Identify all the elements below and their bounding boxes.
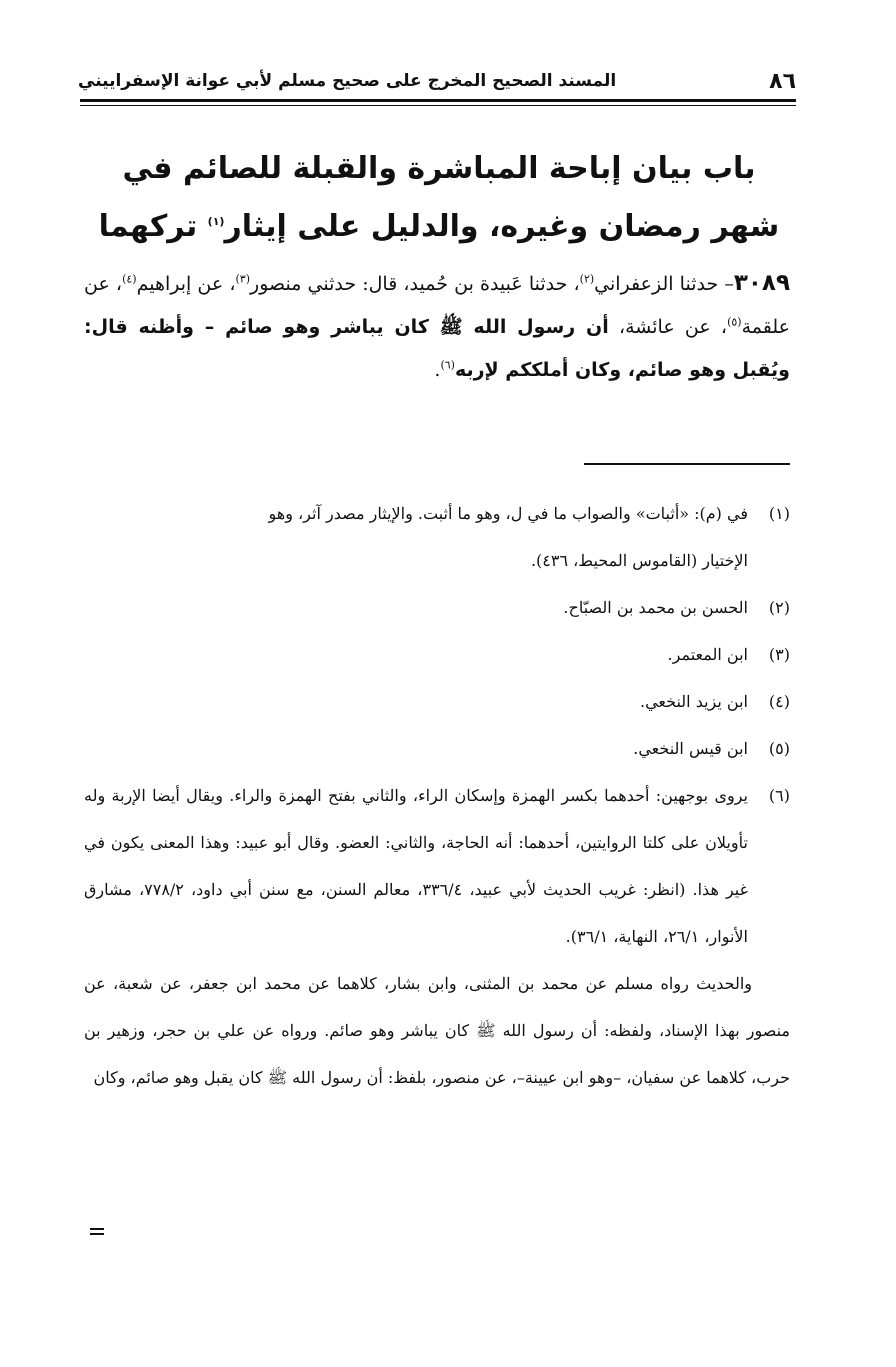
footnote-ref-2[interactable]: (٢) — [579, 272, 595, 286]
footnote-4 — [84, 678, 790, 725]
footnote-3-text: ابن المعتمر. — [667, 645, 748, 664]
footnote-2-number: (٢) — [768, 598, 790, 617]
footnote-ref-3[interactable]: (٣) — [235, 272, 251, 286]
footnote-ref-1[interactable]: (١) — [207, 215, 225, 228]
hadith-number: ٣٠٨٩ — [733, 270, 790, 296]
footnote-6-paragraph-2: والحديث رواه مسلم عن محمد بن المثنى، وابن بشار، كلاهما عن محمد ابن جعفر، عن شعبة، عن منصور بهذا الإسناد، ولفظه: أن رسول الله ﷺ كان يباشر وهو صائم. ورواه عن علي بن حجر، وزهير بن حرب، كلاهما عن سفيان، –وهو ابن عيينة–، عن منصور، بلفظ: أن رسول الله ﷺ كان يقبل وهو صائم، وكان — [84, 974, 790, 1087]
footnote-6-text: يروى بوجهين: أحدهما بكسر الهمزة وإسكان الراء، والثاني بفتح الهمزة والراء. ويقال أيضا الإربة وله تأويلان على كلتا الروايتين، أحدهما: أنه الحاجة، والثاني: العضو. وقال أبو عبيد: وهذا المعنى يكون في غير هذا. (انظر: غريب الحديث لأبي عبيد، ٣٣٦/٤، معالم السنن، مع سنن أبي داود، ٧٧٨/٢، مشارق الأنوار، ٢٦/١، النهاية، ٣٦/١). — [84, 786, 748, 946]
footnote-3 — [84, 631, 790, 678]
isnad-3: ، عن إبراهيم — [136, 273, 236, 295]
hadith-paragraph — [84, 262, 790, 392]
hadith-dash: – — [718, 273, 734, 295]
footnote-5-number: (٥) — [768, 739, 790, 758]
footnote-6 — [84, 772, 790, 960]
footnote-5-text: ابن قيس النخعي. — [633, 739, 748, 758]
page-number: ٨٦ — [769, 68, 796, 94]
isnad-4: ، عن علقمة — [84, 273, 790, 338]
header-rule-thick — [80, 99, 796, 102]
footnote-ref-4[interactable]: (٤) — [122, 272, 137, 286]
footnote-1-text-cont: الإختيار (القاموس المحيط، ٤٣٦). — [530, 551, 748, 570]
footnote-1 — [84, 490, 790, 584]
footnote-1-text: في (م): «أثبات» والصواب ما في ل، وهو ما أثبت. والإيثار مصدر آثر، وهو — [268, 504, 748, 523]
continuation-mark — [90, 1228, 104, 1236]
running-title: المسند الصحيح المخرج على صحيح مسلم لأبي عوانة الإسفراييني — [78, 71, 617, 91]
hadith-matn: أن رسول الله ﷺ كان يباشر وهو صائم – وأظنه قال: ويُقبل وهو صائم، وكان أملككم لإربه — [84, 316, 790, 381]
footnote-2 — [84, 584, 790, 631]
hadith-end: . — [434, 359, 441, 381]
isnad-1: حدثنا الزعفراني — [594, 273, 719, 295]
page-header — [78, 66, 796, 96]
footnote-ref-6[interactable]: (٦) — [440, 358, 455, 372]
footnote-5 — [84, 725, 790, 772]
header-rule-thin — [80, 105, 796, 106]
chapter-title — [90, 140, 788, 256]
footnote-1-number: (١) — [768, 504, 790, 523]
footnotes — [84, 490, 790, 1101]
footnote-6-number: (٦) — [768, 786, 790, 805]
isnad-5: ، عن عائشة، — [608, 316, 728, 338]
footnote-4-number: (٤) — [768, 692, 790, 711]
chapter-title-part2: تركهما — [98, 209, 208, 244]
footnote-2-text: الحسن بن محمد بن الصبّاح. — [563, 598, 748, 617]
isnad-2: ، حدثنا عَبيدة بن حُميد، قال: حدثني منصور — [250, 273, 580, 295]
footnote-ref-5[interactable]: (٥) — [727, 315, 742, 329]
chapter-title-part1: باب بيان إباحة المباشرة والقبلة للصائم في شهر رمضان وغيره، والدليل على إيثار — [122, 151, 780, 244]
footnote-separator — [584, 463, 790, 465]
footnote-4-text: ابن يزيد النخعي. — [640, 692, 748, 711]
footnote-3-number: (٣) — [768, 645, 790, 664]
